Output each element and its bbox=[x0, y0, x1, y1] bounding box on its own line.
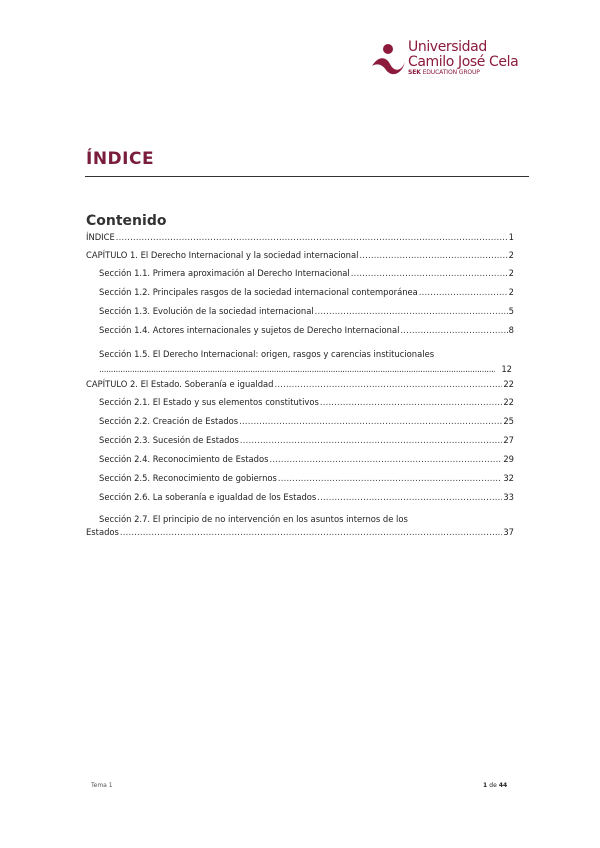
page-of: de bbox=[489, 782, 497, 789]
toc-entry-s21[interactable] bbox=[86, 397, 514, 416]
toc-leader-dots bbox=[359, 250, 507, 260]
toc-entry-s13[interactable] bbox=[86, 306, 514, 325]
toc-entry-label: Sección 2.3. Sucesión de Estados bbox=[99, 435, 239, 445]
logo-line-name: Camilo José Cela bbox=[408, 54, 519, 70]
logo-wordmark bbox=[408, 40, 518, 77]
page-title: ÍNDICE bbox=[86, 149, 155, 169]
toc-entry-s26[interactable] bbox=[86, 492, 514, 511]
toc-leader-dots bbox=[120, 527, 502, 537]
toc-entry-page: 27 bbox=[503, 435, 514, 445]
logo-emblem-icon bbox=[370, 42, 406, 76]
toc-leader-dots bbox=[315, 306, 508, 316]
footer-topic: Tema 1 bbox=[91, 782, 113, 789]
logo-line-group bbox=[408, 69, 518, 77]
toc-entry-s15[interactable] bbox=[86, 344, 514, 376]
toc-entry-page: 33 bbox=[503, 492, 514, 502]
toc-entry-page: 2 bbox=[508, 268, 514, 278]
toc-entry-s25[interactable] bbox=[86, 473, 514, 492]
toc-entry-s27[interactable] bbox=[86, 511, 514, 537]
toc-entry-s11[interactable] bbox=[86, 268, 514, 287]
toc-entry-cap2[interactable] bbox=[86, 379, 514, 397]
toc-entry-label: Sección 2.2. Creación de Estados bbox=[99, 416, 239, 426]
toc-leader-dots bbox=[240, 435, 502, 445]
toc-entry-page: 8 bbox=[508, 325, 514, 335]
logo-line-universidad: Universidad bbox=[408, 39, 487, 55]
toc-leader-dots bbox=[116, 232, 508, 242]
title-divider bbox=[85, 176, 529, 177]
toc-entry-page: 2 bbox=[508, 287, 514, 297]
toc-leader-dots bbox=[419, 287, 508, 297]
toc-entry-label: CAPÍTULO 1. El Derecho Internacional y la sociedad internacional bbox=[86, 250, 359, 260]
toc-entry-label: CAPÍTULO 2. El Estado. Soberanía e igualdad bbox=[86, 379, 274, 389]
toc-entry-label: Sección 2.6. La soberanía e igualdad de los Estados bbox=[99, 492, 317, 502]
toc-entry-page: 5 bbox=[508, 306, 514, 316]
page-current: 1 bbox=[483, 782, 488, 789]
toc-entry-s23[interactable] bbox=[86, 435, 514, 454]
toc-entry-s12[interactable] bbox=[86, 287, 514, 306]
toc-leader-dots bbox=[278, 473, 502, 483]
toc-entry-cap1[interactable] bbox=[86, 250, 514, 268]
toc-leader-dots bbox=[400, 325, 507, 335]
toc-entry-dots-line bbox=[99, 361, 514, 374]
university-logo bbox=[370, 40, 520, 80]
toc-entry-page: 2 bbox=[508, 250, 514, 260]
toc-leader-dots bbox=[320, 397, 502, 407]
toc-entry-page: 22 bbox=[503, 397, 514, 407]
toc-entry-label: Sección 2.5. Reconocimiento de gobiernos bbox=[99, 473, 277, 483]
toc-entry-label: Sección 1.2. Principales rasgos de la sociedad internacional contemporánea bbox=[99, 287, 418, 297]
toc-entry-s22[interactable] bbox=[86, 416, 514, 435]
toc-leader-dots bbox=[317, 492, 502, 502]
toc-entry-page: 37 bbox=[503, 527, 514, 537]
toc-entry-label: Sección 1.4. Actores internacionales y sujetos de Derecho Internacional bbox=[99, 325, 400, 335]
toc-entry-page: 1 bbox=[508, 232, 514, 242]
page-total: 44 bbox=[498, 782, 508, 789]
toc-entry-page: 32 bbox=[503, 473, 514, 483]
toc-entry-indice[interactable] bbox=[86, 232, 514, 250]
toc-entry-continuation bbox=[86, 527, 514, 537]
toc-leader-dots bbox=[275, 379, 503, 389]
toc-entry-s14[interactable] bbox=[86, 325, 514, 344]
footer-page-number bbox=[483, 782, 507, 789]
table-of-contents bbox=[86, 232, 514, 537]
toc-entry-label: Sección 1.3. Evolución de la sociedad internacional bbox=[99, 306, 314, 316]
toc-entry-page: 12 bbox=[501, 364, 512, 374]
toc-entry-label-cont: Estados bbox=[86, 527, 119, 537]
toc-entry-label: Sección 2.4. Reconocimiento de Estados bbox=[99, 454, 269, 464]
toc-entry-page: 22 bbox=[503, 379, 514, 389]
toc-entry-label: Sección 2.1. El Estado y sus elementos constitutivos bbox=[99, 397, 319, 407]
toc-entry-label: Sección 2.7. El principio de no intervención en los asuntos internos de los bbox=[99, 514, 408, 524]
toc-leader-dots bbox=[351, 268, 508, 278]
toc-leader-dots bbox=[99, 364, 495, 374]
toc-entry-s24[interactable] bbox=[86, 454, 514, 473]
toc-leader-dots bbox=[269, 454, 502, 464]
toc-heading: Contenido bbox=[86, 213, 167, 229]
logo-group-rest: EDUCATION GROUP bbox=[422, 69, 480, 76]
toc-entry-label: Sección 1.1. Primera aproximación al Derecho Internacional bbox=[99, 268, 350, 278]
logo-group-bold: SEK bbox=[408, 69, 421, 76]
toc-entry-label: ÍNDICE bbox=[86, 232, 115, 242]
toc-entry-label: Sección 1.5. El Derecho Internacional: origen, rasgos y carencias institucionales bbox=[99, 349, 435, 359]
toc-entry-page: 25 bbox=[503, 416, 514, 426]
toc-leader-dots bbox=[239, 416, 502, 426]
toc-entry-page: 29 bbox=[503, 454, 514, 464]
